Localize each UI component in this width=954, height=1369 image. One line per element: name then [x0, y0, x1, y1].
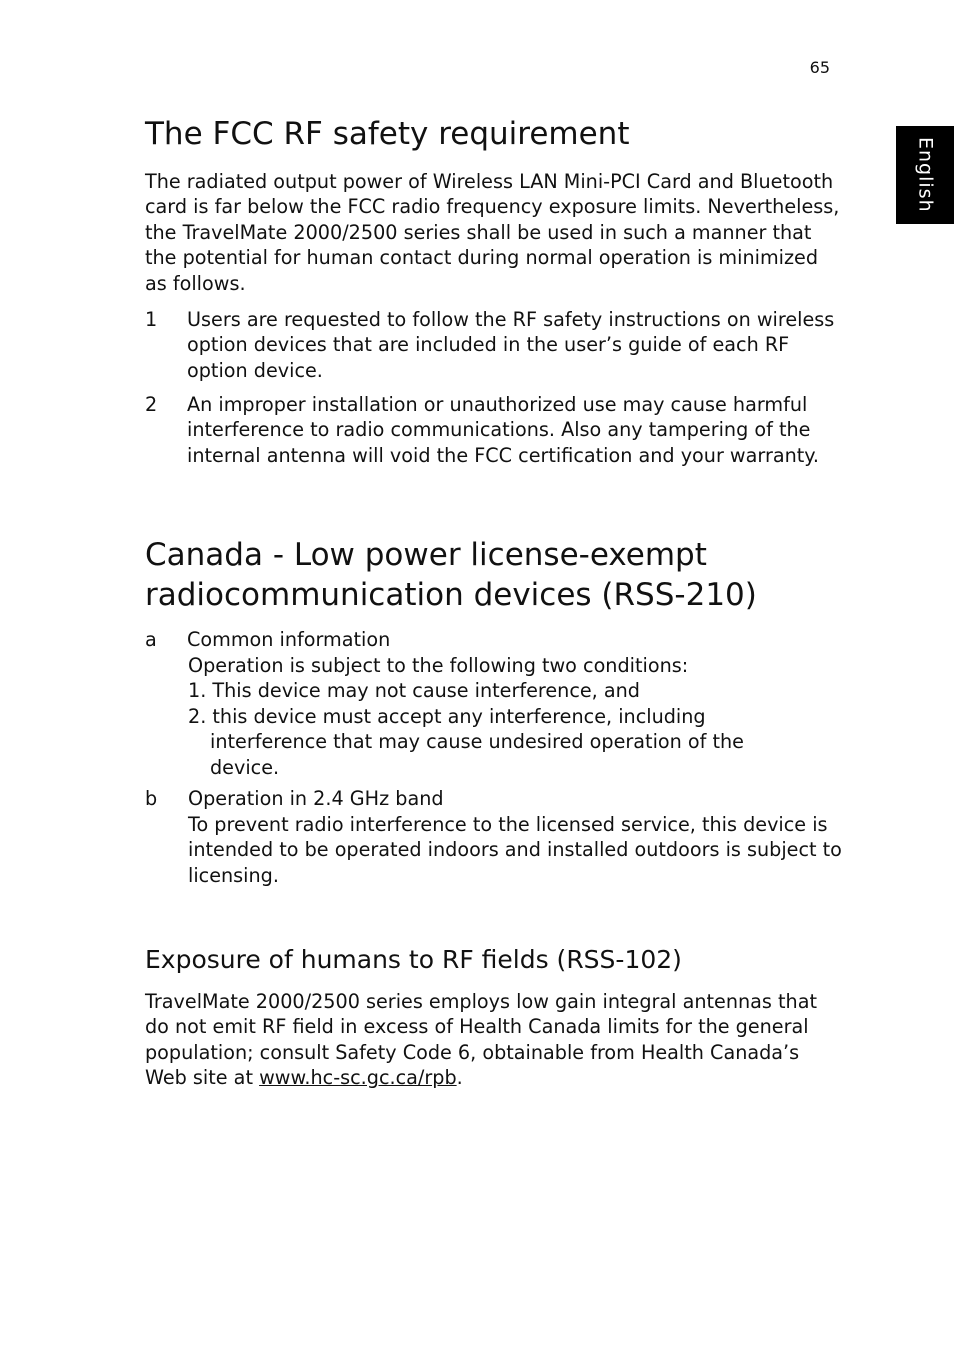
canada-item-a-title: Common information — [187, 628, 391, 651]
exposure-text-end: . — [456, 1066, 463, 1090]
canada-item-b — [145, 786, 850, 811]
language-side-tab — [896, 126, 954, 224]
exposure-text: TravelMate 2000/2500 series employs low gain integral antennas that do not emit RF field in excess of Health Canada limits for the general population; consult Safety Code 6, obtainable from Health Canada’s Web site at — [145, 990, 817, 1090]
canada-item-a-body — [188, 653, 848, 780]
canada-heading-line-2: radiocommunication devices (RSS-210) — [145, 577, 757, 613]
language-side-tab-label: English — [914, 137, 937, 213]
canada-item-b-text: To prevent radio interference to the licensed service, this device is intended to be operated indoors and installed outdoors is subject to licensing. — [188, 813, 842, 887]
exposure-paragraph — [145, 989, 845, 1091]
fcc-list-item-2 — [145, 392, 850, 468]
fcc-item-2-text: An improper installation or unauthorized use may cause harmful interference to radio communications. Also any tampering of the internal antenna will void the FCC certification and your warranty. — [187, 393, 819, 467]
page-number: 65 — [809, 58, 830, 77]
canada-item-b-marker: b — [145, 787, 158, 810]
canada-item-a-intro: Operation is subject to the following two conditions: — [188, 654, 689, 677]
health-canada-link[interactable]: www.hc-sc.gc.ca/rpb — [259, 1066, 457, 1090]
canada-item-a-marker: a — [145, 628, 157, 651]
canada-heading-line-1: Canada - Low power license-exempt — [145, 537, 707, 573]
fcc-item-1-marker: 1 — [145, 308, 158, 331]
canada-item-b-title: Operation in 2.4 GHz band — [188, 787, 444, 810]
fcc-item-1-text: Users are requested to follow the RF safety instructions on wireless option devices that are included in the user’s guide of each RF option device. — [187, 308, 835, 382]
fcc-item-2-marker: 2 — [145, 393, 158, 416]
canada-condition-2: 2. this device must accept any interference, including interference that may cause undesired operation of the device. — [188, 704, 744, 779]
canada-item-a — [145, 627, 850, 652]
fcc-heading: The FCC RF safety requirement — [145, 116, 630, 152]
canada-heading — [145, 535, 757, 615]
fcc-intro: The radiated output power of Wireless LAN Mini-PCI Card and Bluetooth card is far below the FCC radio frequency exposure limits. Nevertheless, the TravelMate 2000/2500 series shall be used in such a manner that the potential for human contact during normal operation is minimized as follows. — [145, 170, 840, 295]
exposure-heading: Exposure of humans to RF fields (RSS-102) — [145, 945, 682, 974]
canada-condition-1: 1. This device may not cause interference, and — [188, 679, 640, 703]
fcc-list-item-1 — [145, 307, 850, 383]
